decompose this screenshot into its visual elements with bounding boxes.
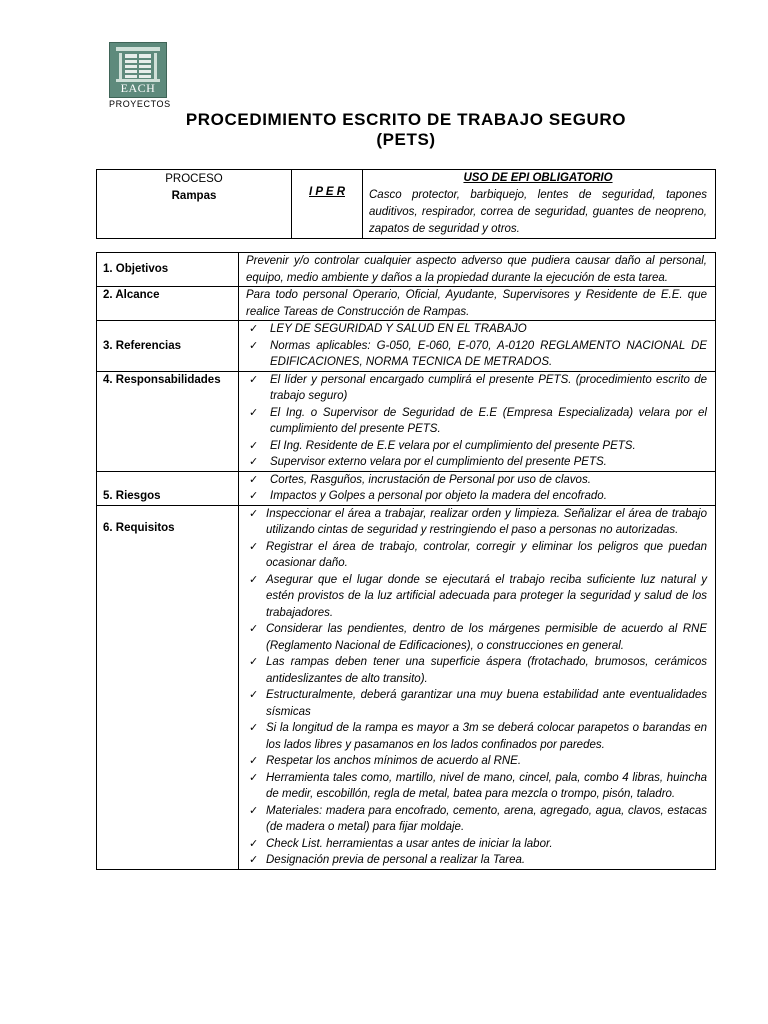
list-item: ✓ El Ing. o Supervisor de Seguridad de E.E (Empresa Especializada) velara por el cumplimiento del presente PETS.: [246, 405, 707, 438]
riesgos-content: [239, 471, 716, 505]
list-item: ✓ Materiales: madera para encofrado, cemento, arena, agregado, agua, clavos, estacas (de madera o metal) para fijar moldaje.: [246, 803, 707, 836]
responsabilidades-content: [239, 371, 716, 471]
list-item: ✓ Cortes, Rasguños, incrustación de Personal por uso de clavos.: [246, 472, 707, 489]
row-objetivos: [97, 253, 716, 287]
list-item: ✓ Normas aplicables: G-050, E-060, E-070, A-0120 REGLAMENTO NACIONAL DE EDIFICACIONES, NORMA TECNICA DE METRADOS.: [246, 338, 707, 371]
logo-caption: PROYECTOS: [109, 99, 171, 109]
list-item: ✓ Registrar el área de trabajo, controlar, corregir y eliminar los peligros que puedan ocasionar daño.: [246, 539, 707, 572]
epi-cell: [363, 170, 716, 239]
list-item: ✓ Designación previa de personal a realizar la Tarea.: [246, 852, 707, 869]
list-item: ✓ El líder y personal encargado cumplirá el presente PETS. (procedimiento escrito de trabajo seguro): [246, 372, 707, 405]
company-logo: [109, 42, 167, 98]
epi-title: USO DE EPI OBLIGATORIO: [463, 172, 613, 184]
logo-text: EACH: [120, 81, 156, 95]
list-item: ✓ Check List. herramientas a usar antes de iniciar la labor.: [246, 836, 707, 853]
summary-table: [96, 169, 716, 239]
list-item: ✓ Respetar los anchos mínimos de acuerdo al RNE.: [246, 753, 707, 770]
process-cell: [97, 170, 292, 239]
alcance-label: 2. Alcance: [97, 287, 239, 321]
list-item: ✓ Las rampas deben tener una superficie áspera (frotachado, brumosos, cerámicos antideslizantes de alto transito).: [246, 654, 707, 687]
list-item: ✓ Estructuralmente, deberá garantizar una muy buena estabilidad ante eventualidades sísmicas: [246, 687, 707, 720]
row-alcance: [97, 287, 716, 321]
process-label: PROCESO: [165, 173, 223, 185]
row-responsabilidades: [97, 371, 716, 471]
list-item: ✓ Supervisor externo velara por el cumplimiento del presente PETS.: [246, 454, 707, 471]
row-riesgos: [97, 471, 716, 505]
document-title: PROCEDIMIENTO ESCRITO DE TRABAJO SEGURO: [185, 110, 627, 129]
list-item: ✓ Inspeccionar el área a trabajar, realizar orden y limpieza. Señalizar el área de trabajo utilizando cintas de seguridad y restringiendo el paso a personas no autorizadas.: [246, 506, 707, 539]
alcance-text: Para todo personal Operario, Oficial, Ayudante, Supervisores y Residente de E.E. que realice Tareas de Construcción de Rampas.: [239, 287, 716, 321]
process-value: Rampas: [171, 190, 217, 202]
objetivos-text: Prevenir y/o controlar cualquier aspecto adverso que pudiera causar daño al personal, equipo, medio ambiente y daños a la propiedad durante la ejecución de esta tarea.: [239, 253, 716, 287]
requisitos-label: 6. Requisitos: [97, 505, 239, 869]
document-subtitle: (PETS): [376, 130, 436, 149]
objetivos-label: 1. Objetivos: [97, 253, 239, 287]
list-item: ✓ Si la longitud de la rampa es mayor a 3m se deberá colocar parapetos o barandas en los lados libres y pasamanos en los lados confinados por paredes.: [246, 720, 707, 753]
list-item: ✓ Asegurar que el lugar donde se ejecutará el trabajo reciba suficiente luz natural y estén provistos de la luz artificial adecuada para proteger la seguridad y salud de los trabajadores.: [246, 572, 707, 622]
responsabilidades-label: 4. Responsabilidades: [97, 371, 239, 471]
list-item: ✓ Impactos y Golpes a personal por objeto la madera del encofrado.: [246, 488, 707, 505]
requisitos-content: [239, 505, 716, 869]
referencias-label: 3. Referencias: [97, 321, 239, 372]
list-item: ✓ Herramienta tales como, martillo, nivel de mano, cincel, pala, combo 4 libras, huincha de medir, escobillón, regla de metal, batea para mezcla o trompo, pisón, taladro.: [246, 770, 707, 803]
list-item: ✓ Considerar las pendientes, dentro de los márgenes permisible de acuerdo al RNE (Reglamento Nacional de Edificaciones), o construcciones en general.: [246, 621, 707, 654]
list-item: ✓ El Ing. Residente de E.E velara por el cumplimiento del presente PETS.: [246, 438, 707, 455]
riesgos-label: 5. Riesgos: [97, 471, 239, 505]
epi-text: Casco protector, barbiquejo, lentes de seguridad, tapones auditivos, respirador, correa de seguridad, guantes de neopreno, zapatos de seguridad y otros.: [369, 189, 707, 235]
iper-label: I P E R: [309, 186, 345, 198]
row-referencias: [97, 321, 716, 372]
row-requisitos: [97, 505, 716, 869]
list-item: ✓ LEY DE SEGURIDAD Y SALUD EN EL TRABAJO: [246, 321, 707, 338]
iper-cell: [292, 170, 363, 239]
procedure-table: [96, 252, 716, 870]
referencias-content: [239, 321, 716, 372]
